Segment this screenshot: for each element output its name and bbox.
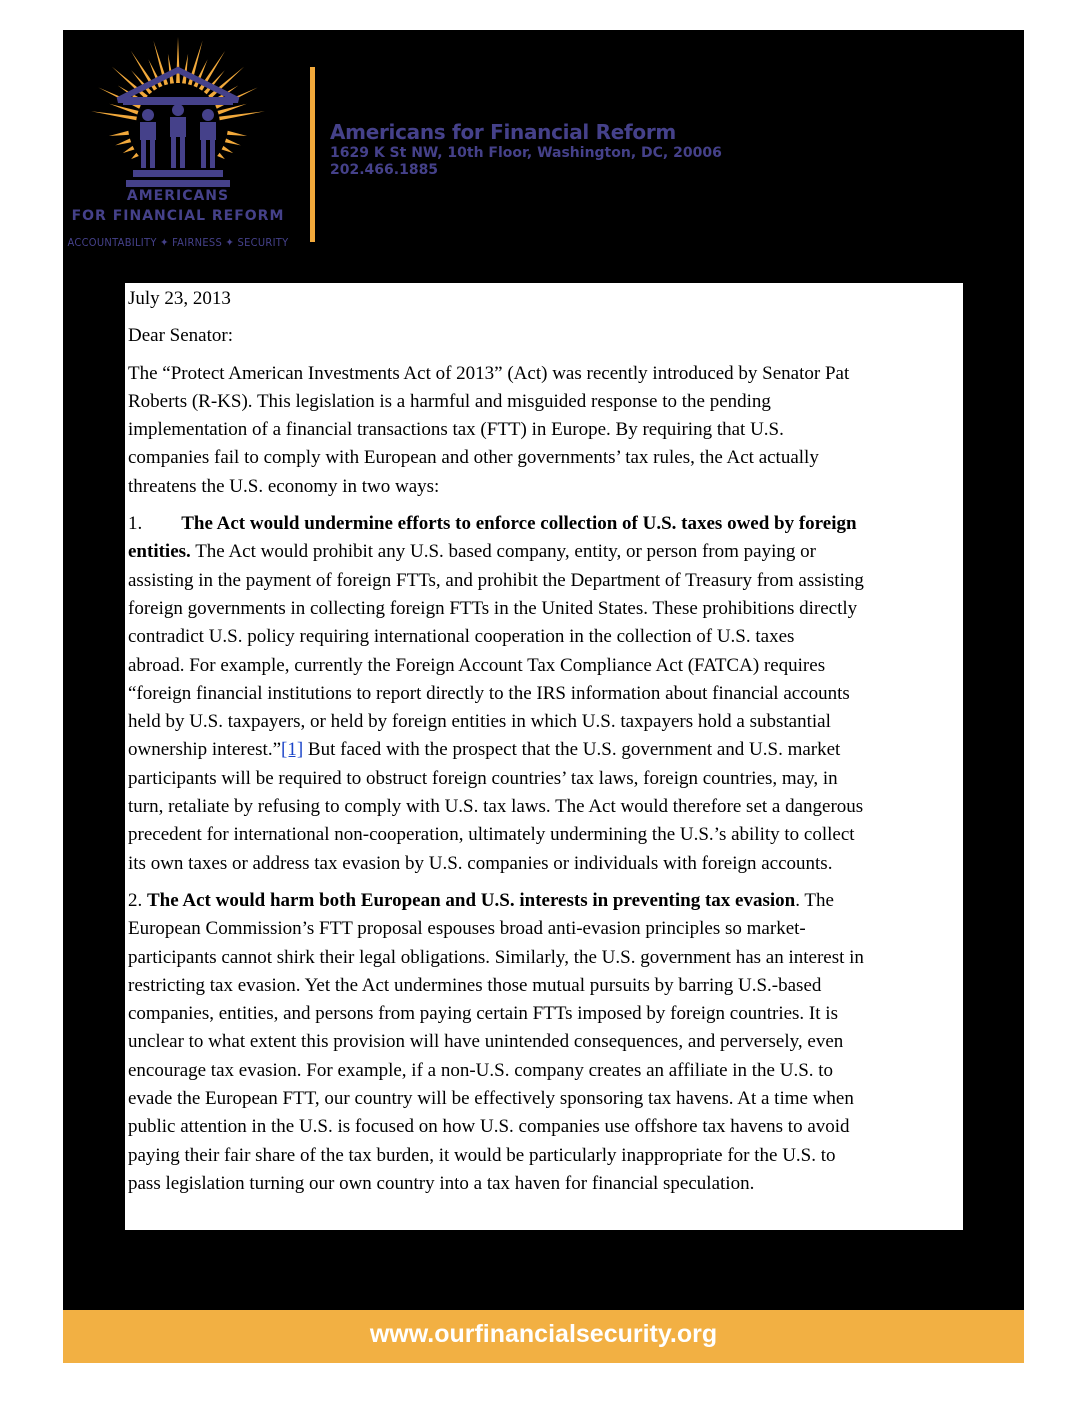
point-2-paragraph	[128, 887, 963, 1198]
point-2-text: . The	[795, 889, 834, 911]
point-1-line: precedent for international non-cooperation, ultimately undermining the U.S.’s ability to collect	[128, 824, 855, 846]
point-1-heading: The Act would undermine efforts to enforce collection of U.S. taxes owed by foreign	[181, 513, 857, 535]
point-1-line: participants will be required to obstruct foreign countries’ tax laws, foreign countries, may, in	[128, 767, 838, 789]
letter-salutation: Dear Senator:	[128, 325, 233, 347]
logo-ray	[168, 54, 174, 84]
point-2-line: European Commission’s FTT proposal espouses broad anti-evasion principles so market-	[128, 918, 806, 940]
logo-ray	[182, 54, 188, 84]
point-2-line: evade the European FTT, our country will be effectively sponsoring tax havens. At a time when	[128, 1088, 854, 1110]
point-2-line: paying their fair share of the tax burden, it would be particularly inappropriate for the U.S. to	[128, 1144, 836, 1166]
point-2-number: 2.	[128, 889, 143, 911]
intro-line: Roberts (R-KS). This legislation is a harmful and misguided response to the pending	[128, 390, 771, 412]
point-1-line: held by U.S. taxpayers, or held by foreign entities in which U.S. taxpayers hold a substantial	[128, 711, 831, 733]
point-2-line: restricting tax evasion. Yet the Act undermines those mutual pursuits by barring U.S.-based	[128, 974, 822, 996]
intro-line: companies fail to comply with European and other governments’ tax rules, the Act actually	[128, 447, 819, 469]
logo-ray	[222, 146, 234, 153]
point-2-line: participants cannot shirk their legal obligations. Similarly, the U.S. government has an interest in	[128, 946, 864, 968]
logo-ray	[115, 139, 131, 146]
point-1-line: foreign governments in collecting foreign FTTs in the United States. These prohibitions directly	[128, 597, 858, 619]
letter-date: July 23, 2013	[128, 288, 231, 309]
point-2-line: pass legislation turning our own country into a tax haven for financial speculation.	[128, 1172, 755, 1194]
point-2-heading-line	[128, 887, 963, 915]
logo-tagline: ACCOUNTABILITY ✦ FAIRNESS ✦ SECURITY	[67, 236, 289, 249]
point-1-line: contradict U.S. policy requiring international cooperation in the collection of U.S. taxes	[128, 626, 795, 648]
point-1-number: 1.	[128, 513, 143, 535]
point-2-heading: The Act would harm both European and U.S. interests in preventing tax evasion	[147, 889, 796, 911]
intro-line: threatens the U.S. economy in two ways:	[128, 475, 440, 497]
point-1-line: turn, retaliate by refusing to comply with U.S. tax laws. The Act would therefore set a dangerous	[128, 796, 864, 818]
footer-bar	[63, 1310, 1024, 1363]
logo-name-line2: FOR FINANCIAL REFORM	[71, 208, 285, 224]
intro-paragraph	[128, 360, 963, 501]
intro-line: implementation of a financial transactions tax (FTT) in Europe. By requiring that U.S.	[128, 419, 784, 441]
point-1-line	[128, 736, 963, 764]
point-1-text: But faced with the prospect that the U.S. government and U.S. market	[303, 739, 841, 761]
point-1-text: ownership interest.”	[128, 739, 282, 761]
org-address: 1629 K St NW, 10th Floor, Washington, DC, 20006	[330, 145, 722, 161]
point-1-line	[128, 538, 963, 566]
logo-ray	[225, 139, 241, 146]
afr-logo	[63, 30, 293, 270]
logo-ray	[219, 111, 265, 120]
point-1-line: its own taxes or address tax evasion by U.S. companies or individuals with foreign accounts.	[128, 852, 833, 874]
header-divider	[310, 67, 315, 242]
org-name: Americans for Financial Reform	[330, 120, 676, 144]
point-1-heading-end: entities.	[128, 541, 191, 563]
point-2-line: unclear to what extent this provision will have unintended consequences, and perversely, even	[128, 1031, 844, 1053]
point-2-line: companies, entities, and persons from paying certain FTTs imposed by foreign countries. It is	[128, 1003, 838, 1025]
point-1-line: abroad. For example, currently the Foreign Account Tax Compliance Act (FATCA) requires	[128, 654, 826, 676]
point-1-line: “foreign financial institutions to report directly to the IRS information about financial accounts	[128, 682, 850, 704]
logo-ray	[91, 111, 137, 120]
point-1-paragraph	[128, 510, 963, 878]
letterhead	[330, 120, 722, 178]
footer-url[interactable]: www.ourfinancialsecurity.org	[369, 1320, 718, 1348]
logo-ray	[131, 153, 139, 159]
logo-ray	[227, 131, 247, 136]
point-2-line: public attention in the U.S. is focused on how U.S. companies use offshore tax havens to avoid	[128, 1116, 850, 1138]
logo-ray	[176, 37, 180, 83]
intro-line: The “Protect American Investments Act of 2013” (Act) was recently introduced by Senator Pat	[128, 362, 850, 384]
point-2-line: encourage tax evasion. For example, if a non-U.S. company creates an affiliate in the U.S. to	[128, 1059, 834, 1081]
point-1-heading-line	[128, 510, 963, 538]
org-phone: 202.466.1885	[330, 162, 439, 178]
letter-body	[125, 283, 963, 1230]
point-1-text: The Act would prohibit any U.S. based company, entity, or person from paying or	[190, 541, 816, 563]
logo-ray	[123, 146, 135, 153]
logo-ray	[217, 153, 225, 159]
footnote-1-link[interactable]: [1]	[281, 739, 304, 761]
logo-ray	[109, 131, 129, 136]
point-1-line: assisting in the payment of foreign FTTs, and prohibit the Department of Treasury from assisting	[128, 569, 864, 591]
logo-name-line1: AMERICANS	[126, 188, 230, 204]
